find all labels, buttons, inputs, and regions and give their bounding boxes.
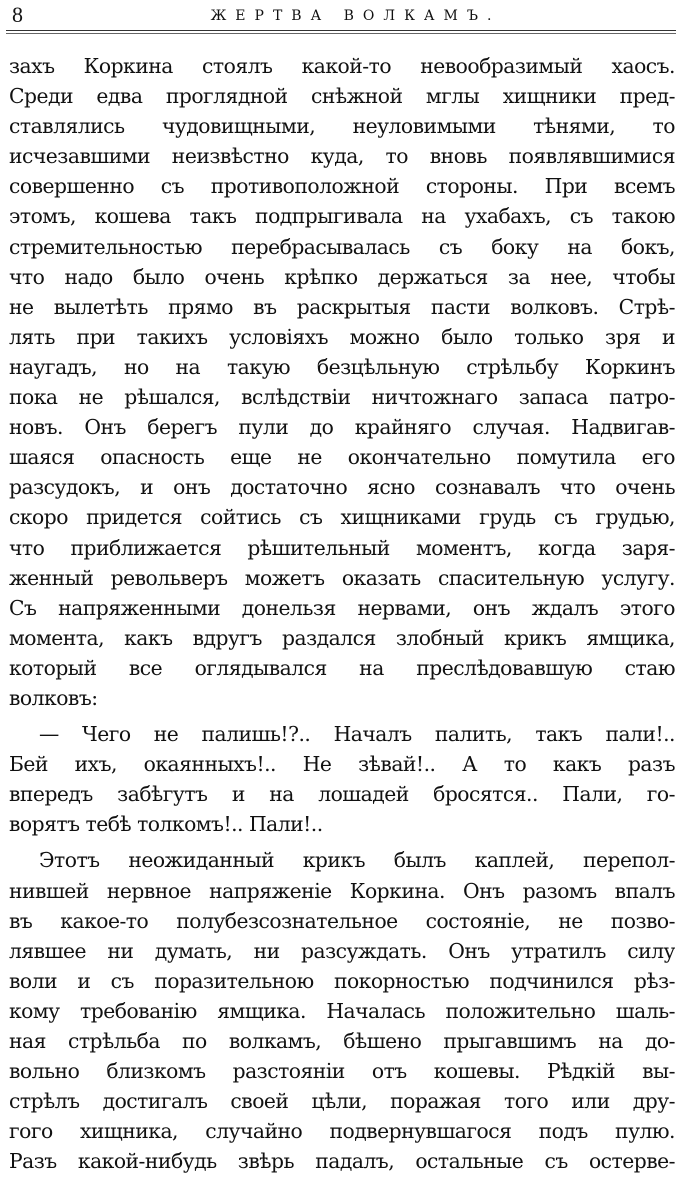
text-line: Бей ихъ, окаянныхъ!.. Не зѣвай!.. А то какъ разъ xyxy=(9,752,675,777)
text-line: нившей нервное напряженіе Коркина. Онъ разомъ впалъ xyxy=(9,878,675,903)
text-line: Этотъ неожиданный крикъ былъ каплей, перепол- xyxy=(39,848,675,873)
text-line: новъ. Онъ берегъ пули до крайняго случая. Надвигав- xyxy=(9,415,675,440)
text-line: захъ Коркина стоялъ какой-то невообразимый хаосъ. xyxy=(9,54,675,78)
text-line: этомъ, кошева такъ подпрыгивала на ухабахъ, съ такою xyxy=(9,204,675,229)
text-line: лять при такихъ условіяхъ можно было только зря и xyxy=(9,324,675,349)
text-line: совершенно съ противоположной стороны. При всемъ xyxy=(9,174,675,199)
text-line: впередъ забѣгутъ и на лошадей бросятся.. Пали, го- xyxy=(9,782,675,807)
text-line: не вылетѣть прямо въ раскрытыя пасти волковъ. Стрѣ- xyxy=(9,294,675,319)
header-rule-thin xyxy=(6,33,676,34)
page-header xyxy=(7,0,674,26)
text-line: стремительностью перебрасывалась съ боку на бокъ, xyxy=(9,234,675,259)
text-line: — Чего не палишь!?.. Началъ палить, такъ пали!.. xyxy=(39,722,675,747)
text-line: ная стрѣльба по волкамъ, бѣшено прыгавшимъ на до- xyxy=(9,1029,675,1053)
text-line: разсудокъ, и онъ достаточно ясно сознавалъ что очень xyxy=(9,475,675,500)
text-line: Разъ какой-нибудь звѣрь падалъ, остальные съ остерве- xyxy=(9,1149,675,1174)
text-line: наугадъ, но на такую безцѣльную стрѣльбу Коркинъ xyxy=(9,354,675,379)
text-line: вольно близкомъ разстояніи отъ кошевы. Рѣдкій вы- xyxy=(9,1059,675,1084)
body-text xyxy=(9,51,675,1176)
text-line: шаяся опасность еще не окончательно помутила его xyxy=(9,445,675,470)
running-title: ЖЕРТВА ВОЛКАМЪ. xyxy=(210,8,501,24)
text-line: момента, какъ вдругъ раздался злобный крикъ ямщика, xyxy=(9,625,675,650)
text-line: гого хищника, случайно подвернувшагося подъ пулю. xyxy=(9,1119,675,1144)
text-line: что приближается рѣшительный моментъ, когда заря- xyxy=(9,535,675,560)
text-line: который все оглядывался на преслѣдовавшую стаю xyxy=(9,655,675,680)
text-line: кому требованію ямщика. Началась положительно шаль- xyxy=(9,998,675,1023)
header-rule xyxy=(6,30,676,31)
page-number: 8 xyxy=(12,2,23,27)
text-line: что надо было очень крѣпко держаться за нее, чтобы xyxy=(9,264,675,289)
text-line: воли и съ поразительною покорностью подчинился рѣз- xyxy=(9,968,675,993)
text-line: волковъ: xyxy=(9,685,98,710)
text-line: ставлялись чудовищными, неуловимыми тѣнями, то xyxy=(9,114,675,139)
text-line: въ какое-то полубезсознательное состояніе, не позво- xyxy=(9,908,675,933)
text-line: ворятъ тебѣ толкомъ!.. Пали!.. xyxy=(9,812,323,837)
text-line: Среди едва проглядной снѣжной мглы хищники пред- xyxy=(9,84,675,109)
text-line: исчезавшими неизвѣстно куда, то вновь появлявшимися xyxy=(9,144,675,169)
text-line: стрѣлъ достигалъ своей цѣли, поражая того или дру- xyxy=(9,1089,675,1114)
text-line: пока не рѣшался, вслѣдствіи ничтожнаго запаса патро- xyxy=(9,385,675,410)
text-line: скоро придется сойтись съ хищниками грудь съ грудью, xyxy=(9,505,675,530)
text-line: лявшее ни думать, ни разсуждать. Онъ утратилъ силу xyxy=(9,938,675,963)
text-line: Съ напряженными донельзя нервами, онъ ждалъ этого xyxy=(9,595,675,620)
text-line: женный револьверъ можетъ оказать спасительную услугу. xyxy=(9,565,675,590)
